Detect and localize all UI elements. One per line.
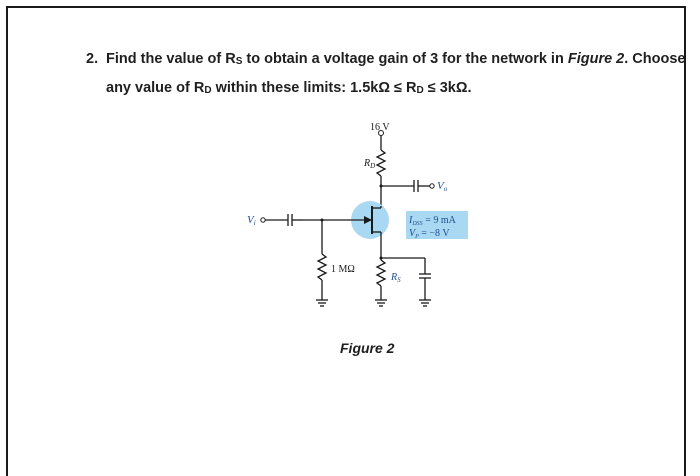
ground-icon (419, 300, 431, 306)
rd-resistor (377, 150, 385, 176)
question-line-1: Find the value of RS to obtain a voltage gain of 3 for the network in Figure 2. Choose (106, 51, 686, 67)
question-number: 2. (86, 51, 99, 67)
vp-label: $V_P = -8$ V (409, 228, 450, 240)
rs-resistor (377, 260, 385, 286)
rd-label: $R_D$ (364, 158, 376, 170)
figure-caption: Figure 2 (340, 340, 395, 356)
rg-resistor (318, 254, 326, 280)
rg-label: 1 MΩ (331, 264, 355, 275)
ground-icon (316, 300, 328, 306)
idss-label: $I_{DSS} = 9$ mA (409, 215, 456, 227)
question-line-2: any value of RD within these limits: 1.5kΩ ≤ RD ≤ 3kΩ. (106, 80, 472, 96)
supply-label: 16 V (370, 122, 390, 133)
ground-icon (375, 300, 387, 306)
vi-label: Vi (247, 214, 256, 227)
rs-label: $R_S$ (391, 272, 401, 284)
vo-label: Vo (437, 180, 448, 193)
